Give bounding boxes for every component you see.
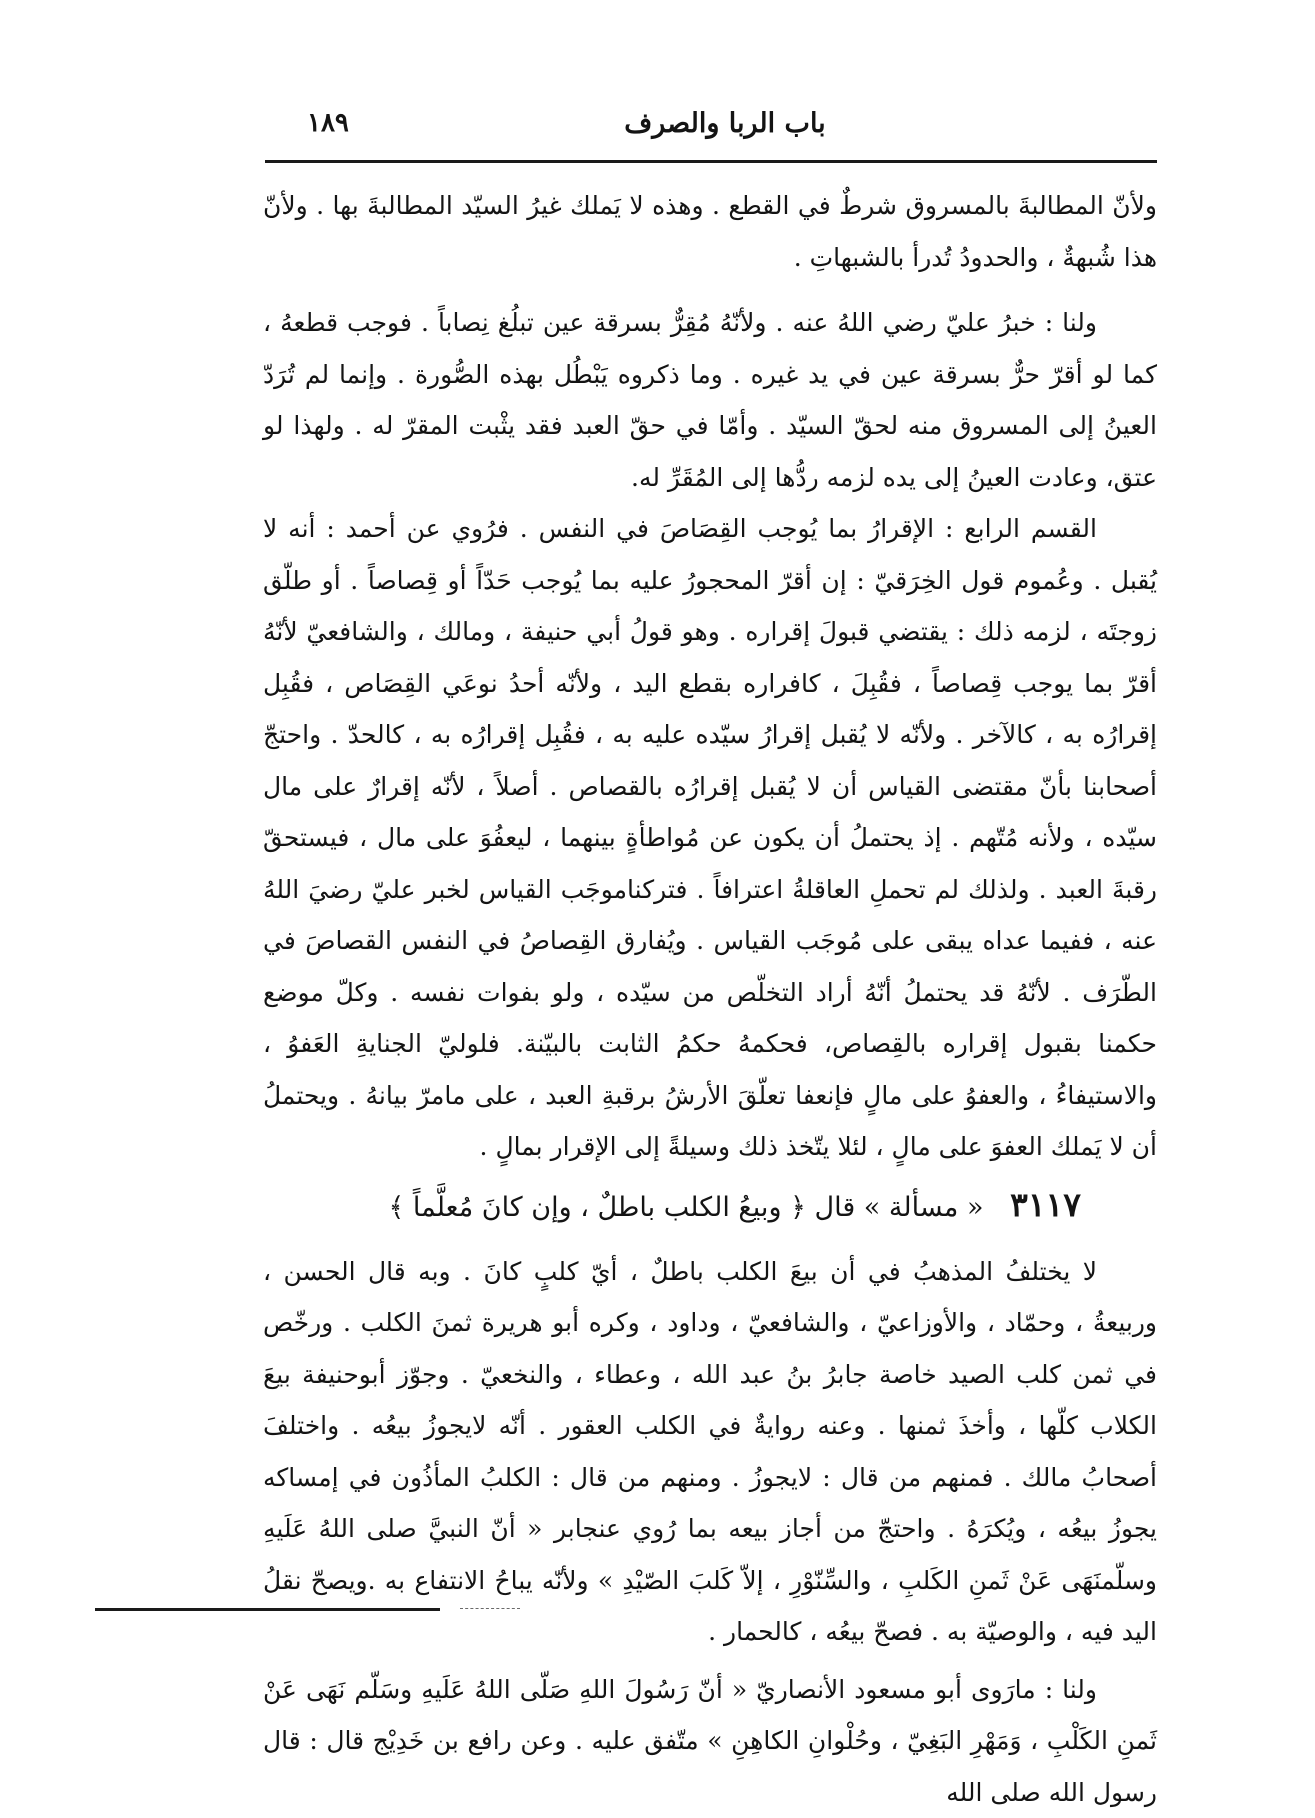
paragraph: لا يختلفُ المذهبُ في أن بيعَ الكلب باطلٌ ، أيّ كلبٍ كانَ . وبه قال الحسن ، وربيعةُ ، وحمّاد ، والأوزاعيّ ، والشافعيّ ، وداود ، وكره أبو هريرة ثمنَ الكلب . ورخّص في ثمن كلب الصيد خاصة جابرُ بنُ عبد الله ، وعطاء ، والنخعيّ . وجوّز أبوحنيفة بيعَ الكلاب كلّها ، وأخذَ ثمنها . وعنه روايةٌ في الكلب العقور . أنّه لايجوزُ بيعُه . واختلفَ أصحابُ مالك . فمنهم من قال : لايجوزُ . ومنهم من قال : الكلبُ المأذُون في إمساكه يجوزُ بيعُه ، ويُكرَهُ . واحتجّ من أجاز بيعه بما رُوي عنجابر « أنّ النبيَّ صلى اللهُ عَلَيهِ وسلّمنَهَى عَنْ ثَمنِ الكَلبِ ، والسِّنّوْرِ ، إلاّ كَلبَ الصّيْدِ » ولأنّه يباحُ الانتفاع به .ويصحّ نقلُ اليد فيه ، والوصيّة به . فصحّ بيعُه ، كالحمار . [263, 1246, 1157, 1658]
body-text [263, 180, 1157, 1818]
page-header [265, 108, 1145, 152]
paragraph: ولنا : مارَوى أبو مسعود الأنصاريّ « أنّ رَسُولَ اللهِ صَلّى اللهُ عَلَيهِ وسَلّم نَهَى عَنْ ثَمنِ الكَلْبِ ، وَمَهْرِ البَغِيّ ، وحُلْوانِ الكاهِنِ » متّفق عليه . وعن رافع بن خَدِيْج قال : قال رسول الله صلى الله [263, 1664, 1157, 1818]
header-rule [265, 160, 1157, 163]
masala-number: ٣١١٧ [1010, 1185, 1081, 1224]
paragraph: ولنا : خبرُ عليّ رضي اللهُ عنه . ولأنّهُ مُقِرٌّ بسرقة عين تبلُغ نِصاباً . فوجب قطعهُ ، كما لو أقرّ حرٌّ بسرقة عين في يد غيره . وما ذكروه يَبْطُل بهذه الصُّورة . وإنما لم تُرَدّ العينُ إلى المسروق منه لحقّ السيّد . وأمّا في حقّ العبد فقد يثْبت المقرّ له . ولهذا لو عتق، وعادت العينُ إلى يده لزمه ردُّها إلى المُقَرِّ له. [263, 297, 1157, 503]
masala-text: « مسألة » قال ﴿ وبيعُ الكلب باطلٌ ، وإن كانَ مُعلَّماً ﴾ [389, 1192, 984, 1223]
paragraph: القسم الرابع : الإقرارُ بما يُوجب القِصَاصَ في النفس . فرُوي عن أحمد : أنه لا يُقبل . وعُموم قول الخِرَقيّ : إن أقرّ المحجورُ عليه بما يُوجب حَدّاً أو قِصاصاً . أو طلّق زوجتَه ، لزمه ذلك : يقتضي قبولَ إقراره . وهو قولُ أبي حنيفة ، ومالك ، والشافعيّ لأنّهُ أقرّ بما يوجب قِصاصاً ، فقُبِلَ ، كافراره بقطع اليد ، ولأنّه أحدُ نوعَي القِصَاص ، فقُبِل إقرارُه به ، كالآخر . ولأنّه لا يُقبل إقرارُ سيّده عليه به ، فقُبِل إقرارُه به ، كالحدّ . واحتجّ أصحابنا بأنّ مقتضى القياس أن لا يُقبل إقرارُه بالقصاص . أصلاً ، لأنّه إقرارٌ على مال سيّده ، ولأنه مُتّهم . إذ يحتملُ أن يكون عن مُواطأةٍ بينهما ، ليعفُوَ على مال ، فيستحقّ رقبةَ العبد . ولذلك لم تحملِ العاقلةُ اعترافاً . فتركناموجَب القياس لخبر عليّ رضيَ اللهُ عنه ، ففيما عداه يبقى على مُوجَب القياس . ويُفارق القِصاصُ في النفس القصاصَ في الطّرَف . لأنّهُ قد يحتملُ أنّهُ أراد التخلّص من سيّده ، ولو بفوات نفسه . وكلّ موضع حكمنا بقبول إقراره بالقِصاص، فحكمهُ حكمُ الثابت بالبيّنة. فلوليّ الجنايةِ العَفوُ ، والاستيفاءُ ، والعفوُ على مالٍ فإنعفا تعلّقَ الأرشُ برقبةِ العبد ، على مامرّ بيانهُ . ويحتملُ أن لا يَملك العفوَ على مالٍ ، لئلا يتّخذ ذلك وسيلةً إلى الإقرار بمالٍ . [263, 503, 1157, 1173]
masala-heading [263, 1177, 1157, 1236]
running-title: باب الربا والصرف [605, 108, 845, 139]
footer-dash [460, 1608, 520, 1609]
footer-rule [95, 1608, 440, 1611]
paragraph: ولأنّ المطالبةَ بالمسروق شرطٌ في القطع . وهذه لا يَملك غيرُ السيّد المطالبةَ بها . ولأنّ هذا شُبهةٌ ، والحدودُ تُدرأ بالشبهاتِ . [263, 180, 1157, 283]
page-number: ١٨٩ [307, 108, 349, 138]
